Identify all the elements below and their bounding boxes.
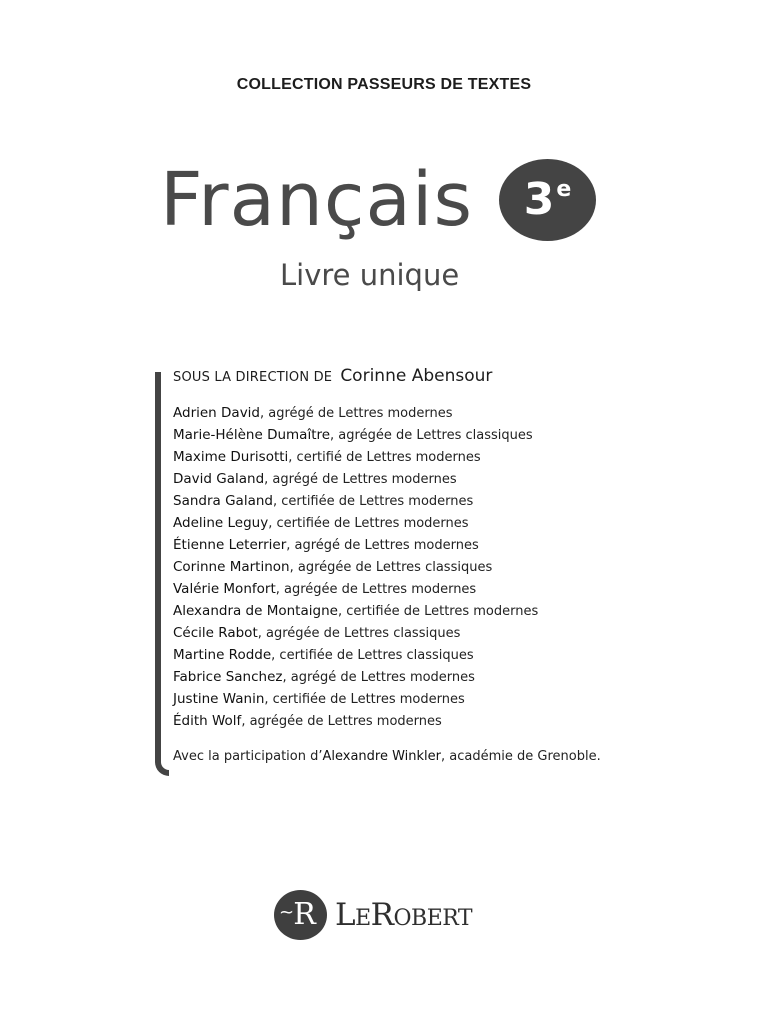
author-item xyxy=(173,578,538,600)
author-item xyxy=(173,446,538,468)
author-item xyxy=(173,600,538,622)
author-item xyxy=(173,710,538,732)
participation-suffix: , académie de Grenoble. xyxy=(441,749,601,764)
author-name: Adrien David xyxy=(173,405,260,421)
author-role: , agrégé de Lettres modernes xyxy=(282,670,475,685)
author-name: Fabrice Sanchez xyxy=(173,669,283,685)
author-role: , agrégé de Lettres modernes xyxy=(286,538,479,553)
author-item xyxy=(173,688,538,710)
book-title: Français xyxy=(160,157,473,243)
author-role: , agrégé de Lettres modernes xyxy=(260,406,453,421)
collection-heading: COLLECTION PASSEURS DE TEXTES xyxy=(236,76,532,93)
author-role: , agrégée de Lettres classiques xyxy=(257,626,461,641)
author-item xyxy=(173,622,538,644)
robert-logo-icon xyxy=(274,890,327,940)
authors-bracket xyxy=(155,372,169,776)
author-role: , certifié de Lettres modernes xyxy=(288,450,481,465)
author-name: Martine Rodde xyxy=(173,647,272,663)
grade-badge xyxy=(499,159,596,241)
author-role: , agrégée de Lettres modernes xyxy=(241,714,442,729)
author-role: , certifiée de Lettres modernes xyxy=(337,604,539,619)
author-item xyxy=(173,556,538,578)
author-item xyxy=(173,402,538,424)
author-item xyxy=(173,424,538,446)
publisher-name: LeRobert xyxy=(335,896,473,933)
author-name: Corinne Martinon xyxy=(173,559,290,575)
author-role: , agrégée de Lettres classiques xyxy=(330,428,533,443)
author-name: Adeline Leguy xyxy=(173,515,269,531)
author-name: Étienne Leterrier xyxy=(173,537,287,553)
logo-tilde: ~ xyxy=(279,902,295,923)
book-subtitle: Livre unique xyxy=(280,258,460,292)
author-name: Justine Wanin xyxy=(173,691,265,707)
author-name: Maxime Durisotti xyxy=(173,449,289,465)
direction-prefix: SOUS LA DIRECTION DE xyxy=(173,370,333,385)
author-role: , certifiée de Lettres classiques xyxy=(271,648,474,663)
title-row xyxy=(160,155,596,245)
author-item xyxy=(173,490,538,512)
author-role: , certifiée de Lettres modernes xyxy=(264,692,465,707)
author-item xyxy=(173,512,538,534)
author-role: , certifiée de Lettres modernes xyxy=(272,494,474,509)
director-name: Corinne Abensour xyxy=(340,366,493,386)
participation-line xyxy=(173,749,601,764)
grade-number: 3 xyxy=(523,174,555,225)
author-name: Cécile Rabot xyxy=(173,625,258,641)
author-item xyxy=(173,644,538,666)
publisher-logo xyxy=(274,890,472,940)
author-item xyxy=(173,534,538,556)
author-role: , agrégée de Lettres modernes xyxy=(275,582,477,597)
author-role: , certifiée de Lettres modernes xyxy=(268,516,469,531)
author-name: Alexandra de Montaigne xyxy=(173,603,338,619)
author-name: David Galand xyxy=(173,471,265,487)
direction-line xyxy=(173,366,492,386)
author-role: , agrégée de Lettres classiques xyxy=(289,560,493,575)
authors-list xyxy=(173,402,538,732)
author-name: Marie-Hélène Dumaître xyxy=(173,427,331,443)
participant-name: Alexandre Winkler xyxy=(322,749,442,764)
author-role: , agrégé de Lettres modernes xyxy=(264,472,457,487)
grade-suffix: e xyxy=(556,177,572,202)
author-item xyxy=(173,468,538,490)
author-name: Édith Wolf xyxy=(173,713,242,729)
logo-letter: R xyxy=(293,897,316,932)
author-item xyxy=(173,666,538,688)
author-name: Sandra Galand xyxy=(173,493,273,509)
author-name: Valérie Monfort xyxy=(173,581,276,597)
participation-prefix: Avec la participation d’ xyxy=(173,749,323,764)
